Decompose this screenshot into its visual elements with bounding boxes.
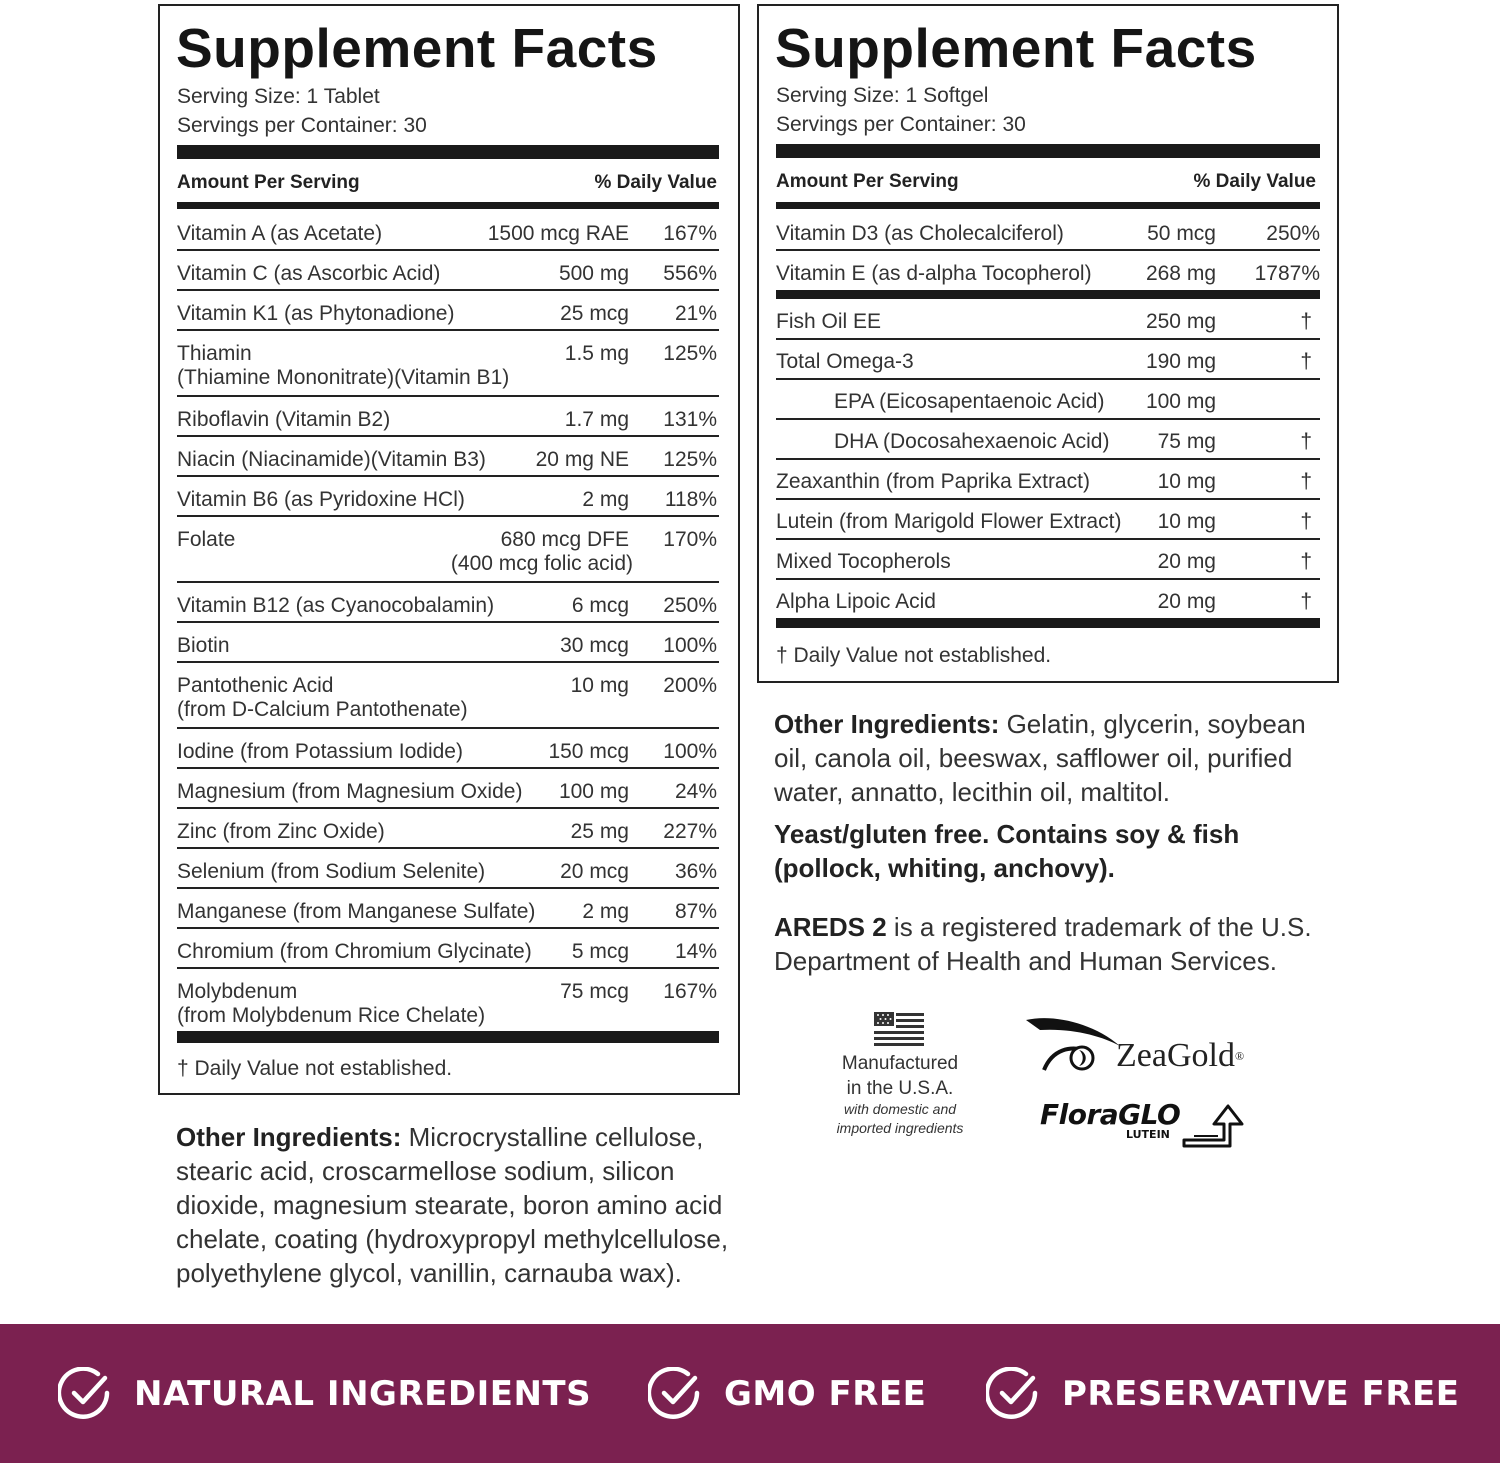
daily-value: 125% (663, 448, 717, 471)
medium-rule (776, 290, 1320, 299)
medium-rule (177, 202, 719, 209)
nutrient-name: Lutein (from Marigold Flower Extract) (776, 510, 1122, 533)
nutrient-amount: 680 mcg DFE (500, 528, 629, 551)
tablet-panel-title: Supplement Facts (176, 17, 658, 79)
daily-value: 131% (663, 408, 717, 431)
daily-value: 227% (663, 820, 717, 843)
made-in-usa-line2: in the U.S.A. (846, 1078, 954, 1099)
made-in-usa-line3: with domestic and (843, 1101, 957, 1117)
trademark-statement (774, 910, 1314, 978)
nutrient-name: Zeaxanthin (from Paprika Extract) (776, 470, 1090, 493)
nutrient-amount: 1500 mcg RAE (487, 222, 629, 245)
table-row (177, 437, 719, 477)
nutrient-name: EPA (Eicosapentaenoic Acid) (834, 390, 1105, 413)
softgel-other-ingredients-text: Gelatin, glycerin, soybean oil, canola oil, beeswax, safflower oil, purified water, annatto, lecithin oil, maltitol. (774, 709, 1306, 807)
nutrient-name: Selenium (from Sodium Selenite) (177, 860, 486, 883)
nutrient-name: Manganese (from Manganese Sulfate) (177, 900, 536, 923)
tablet-servings-per-container: Servings per Container: 30 (177, 114, 427, 137)
nutrient-name: Zinc (from Zinc Oxide) (177, 820, 385, 843)
areds-2-mark: AREDS 2 (774, 912, 887, 942)
nutrient-amount: 500 mg (558, 262, 629, 285)
daily-value: † (1300, 550, 1312, 573)
softgel-header-amount: Amount Per Serving (776, 171, 959, 192)
softgel-servings-per-container: Servings per Container: 30 (776, 113, 1026, 136)
table-row (776, 340, 1320, 380)
nutrient-amount: 10 mg (1157, 510, 1216, 533)
nutrient-amount: 20 mg (1157, 550, 1216, 573)
table-row (177, 769, 719, 809)
allergen-statement: Yeast/gluten free. Contains soy & fish (pollock, whiting, anchovy). (774, 819, 1240, 883)
nutrient-name: Alpha Lipoic Acid (776, 590, 936, 613)
badge-preservative-free (986, 1324, 1459, 1463)
tablet-serving-size: Serving Size: 1 Tablet (177, 85, 380, 108)
daily-value: 100% (663, 634, 717, 657)
badge-gmo-free (648, 1324, 926, 1463)
softgel-panel-title: Supplement Facts (775, 17, 1257, 79)
table-row (776, 211, 1320, 251)
daily-value: † (1300, 350, 1312, 373)
daily-value: 250% (663, 594, 717, 617)
softgel-vitamin-table (776, 211, 1320, 291)
table-row (177, 251, 719, 291)
nutrient-name: Vitamin C (as Ascorbic Acid) (177, 262, 441, 285)
daily-value: † (1300, 430, 1312, 453)
nutrient-amount: 20 mg (1157, 590, 1216, 613)
nutrient-name: Vitamin B6 (as Pyridoxine HCl) (177, 488, 465, 511)
nutrient-name: Molybdenum (177, 980, 298, 1003)
us-flag-icon (874, 1012, 924, 1048)
nutrient-amount: 20 mg NE (535, 448, 629, 471)
table-row (177, 929, 719, 969)
nutrient-name: Biotin (177, 634, 230, 657)
zeagold-logo (1116, 1036, 1244, 1076)
floraglo-arrow-logo (1180, 1102, 1256, 1150)
table-row (177, 477, 719, 517)
badge-label: PRESERVATIVE FREE (1062, 1373, 1460, 1414)
tablet-nutrient-table (177, 211, 719, 1035)
daily-value: 250% (1266, 222, 1320, 245)
daily-value: 24% (674, 780, 717, 803)
table-row (776, 420, 1320, 460)
daily-value: 100% (663, 740, 717, 763)
nutrient-amount: 190 mg (1145, 350, 1216, 373)
zeagold-registered-mark: ® (1234, 1049, 1245, 1063)
nutrient-amount: 10 mg (570, 674, 629, 697)
daily-value: † (1300, 470, 1312, 493)
table-row (776, 460, 1320, 500)
nutrient-name: Vitamin K1 (as Phytonadione) (177, 302, 455, 325)
softgel-other-ingredients (774, 707, 1334, 809)
badge-label: NATURAL INGREDIENTS (134, 1373, 592, 1414)
nutrient-name: DHA (Docosahexaenoic Acid) (834, 430, 1110, 453)
badge-natural-ingredients (58, 1324, 591, 1463)
daily-value: 21% (674, 302, 717, 325)
nutrient-name: Mixed Tocopherols (776, 550, 951, 573)
table-row (177, 397, 719, 437)
thick-rule (177, 145, 719, 159)
medium-rule (776, 202, 1320, 209)
check-circle-icon (986, 1367, 1040, 1421)
softgel-nutrient-table (776, 300, 1320, 620)
nutrient-name: Vitamin B12 (as Cyanocobalamin) (177, 594, 495, 617)
table-row (776, 540, 1320, 580)
softgel-other-ingredients-label: Other Ingredients: (774, 709, 1000, 739)
nutrient-name: Pantothenic Acid (177, 674, 334, 697)
table-row (177, 583, 719, 623)
nutrient-name: Thiamin (177, 342, 252, 365)
thick-rule (776, 144, 1320, 158)
made-in-usa-line1: Manufactured (841, 1053, 959, 1074)
daily-value: 87% (674, 900, 717, 923)
nutrient-amount: 6 mcg (571, 594, 629, 617)
nutrient-amount: 10 mg (1157, 470, 1216, 493)
table-row (776, 380, 1320, 420)
softgel-supplement-facts-panel (757, 4, 1339, 683)
badge-label: GMO FREE (724, 1373, 927, 1414)
nutrient-amount: 250 mg (1145, 310, 1216, 333)
nutrient-amount: 75 mcg (560, 980, 629, 1003)
tablet-other-ingredients-label: Other Ingredients: (176, 1122, 402, 1152)
nutrient-amount: 20 mcg (560, 860, 629, 883)
tablet-header-amount: Amount Per Serving (177, 172, 360, 193)
softgel-footnote: † Daily Value not established. (776, 644, 1052, 667)
nutrient-name: Niacin (Niacinamide)(Vitamin B3) (177, 448, 486, 471)
zeagold-wordmark: ZeaGold (1116, 1037, 1235, 1074)
table-row (177, 889, 719, 929)
daily-value: 125% (663, 342, 717, 365)
nutrient-amount: 1.7 mg (564, 408, 629, 431)
nutrient-name: Magnesium (from Magnesium Oxide) (177, 780, 523, 803)
floraglo-lutein-text: LUTEIN (1126, 1128, 1170, 1141)
daily-value: 170% (663, 528, 717, 551)
nutrient-amount: 75 mg (1157, 430, 1216, 453)
made-in-usa-line4: imported ingredients (836, 1120, 964, 1136)
floraglo-wordmark: FloraGLO (1040, 1098, 1181, 1131)
nutrient-name: Folate (177, 528, 236, 551)
nutrient-name: Vitamin D3 (as Cholecalciferol) (776, 222, 1064, 245)
nutrient-source: (from D-Calcium Pantothenate) (177, 698, 468, 721)
table-row (177, 729, 719, 769)
daily-value: 167% (663, 980, 717, 1003)
table-row (177, 849, 719, 889)
table-row (776, 300, 1320, 340)
daily-value: † (1300, 510, 1312, 533)
trademark-text: is a registered trademark of the U.S. Department of Health and Human Services. (774, 912, 1312, 976)
daily-value: 1787% (1254, 262, 1320, 285)
nutrient-source: (Thiamine Mononitrate)(Vitamin B1) (177, 366, 510, 389)
nutrient-amount: 2 mg (582, 488, 629, 511)
nutrient-source: (from Molybdenum Rice Chelate) (177, 1004, 486, 1027)
nutrient-name: Iodine (from Potassium Iodide) (177, 740, 463, 763)
daily-value: 556% (663, 262, 717, 285)
table-row (177, 211, 719, 251)
check-circle-icon (648, 1367, 702, 1421)
daily-value: 200% (663, 674, 717, 697)
table-row (177, 663, 719, 729)
nutrient-amount: 2 mg (582, 900, 629, 923)
nutrient-amount: 30 mcg (560, 634, 629, 657)
nutrient-name: Total Omega-3 (776, 350, 914, 373)
thick-rule (776, 618, 1320, 628)
table-row (177, 517, 719, 583)
table-row (776, 580, 1320, 620)
softgel-serving-size: Serving Size: 1 Softgel (776, 84, 989, 107)
table-row (177, 623, 719, 663)
table-row (776, 500, 1320, 540)
tablet-footnote: † Daily Value not established. (177, 1057, 453, 1080)
daily-value: 167% (663, 222, 717, 245)
nutrient-amount: 268 mg (1145, 262, 1216, 285)
tablet-supplement-facts-panel (158, 4, 740, 1095)
nutrient-amount: 5 mcg (571, 940, 629, 963)
table-row (177, 969, 719, 1035)
nutrient-amount: 100 mg (1145, 390, 1216, 413)
tablet-other-ingredients (176, 1120, 736, 1290)
nutrient-name: Vitamin A (as Acetate) (177, 222, 383, 245)
table-row (776, 251, 1320, 291)
daily-value: 118% (664, 488, 717, 511)
table-row (177, 331, 719, 397)
nutrient-name: Fish Oil EE (776, 310, 882, 333)
nutrient-amount-note: (400 mcg folic acid) (450, 552, 633, 575)
softgel-header-daily-value: % Daily Value (1193, 171, 1316, 192)
check-circle-icon (58, 1367, 112, 1421)
features-banner (0, 1324, 1500, 1463)
daily-value: † (1300, 590, 1312, 613)
daily-value: 36% (674, 860, 717, 883)
daily-value: † (1300, 310, 1312, 333)
table-row (177, 291, 719, 331)
nutrient-amount: 1.5 mg (564, 342, 629, 365)
nutrient-name: Chromium (from Chromium Glycinate) (177, 940, 532, 963)
tablet-header-daily-value: % Daily Value (594, 172, 717, 193)
nutrient-name: Vitamin E (as d-alpha Tocopherol) (776, 262, 1092, 285)
daily-value: 14% (674, 940, 717, 963)
nutrient-amount: 25 mcg (560, 302, 629, 325)
nutrient-name: Riboflavin (Vitamin B2) (177, 408, 391, 431)
thick-rule (177, 1031, 719, 1043)
nutrient-amount: 150 mcg (548, 740, 629, 763)
tablet-other-ingredients-text: Microcrystalline cellulose, stearic acid, croscarmellose sodium, silicon dioxide, magnesium stearate, boron amino acid chelate, coating (hydroxypropyl methylcellulose, polyethylene glycol, vanillin, carnauba wax). (176, 1122, 729, 1288)
nutrient-amount: 50 mcg (1147, 222, 1216, 245)
table-row (177, 809, 719, 849)
nutrient-amount: 25 mg (570, 820, 629, 843)
zeagold-eye-logo (1022, 1014, 1122, 1074)
nutrient-amount: 100 mg (558, 780, 629, 803)
